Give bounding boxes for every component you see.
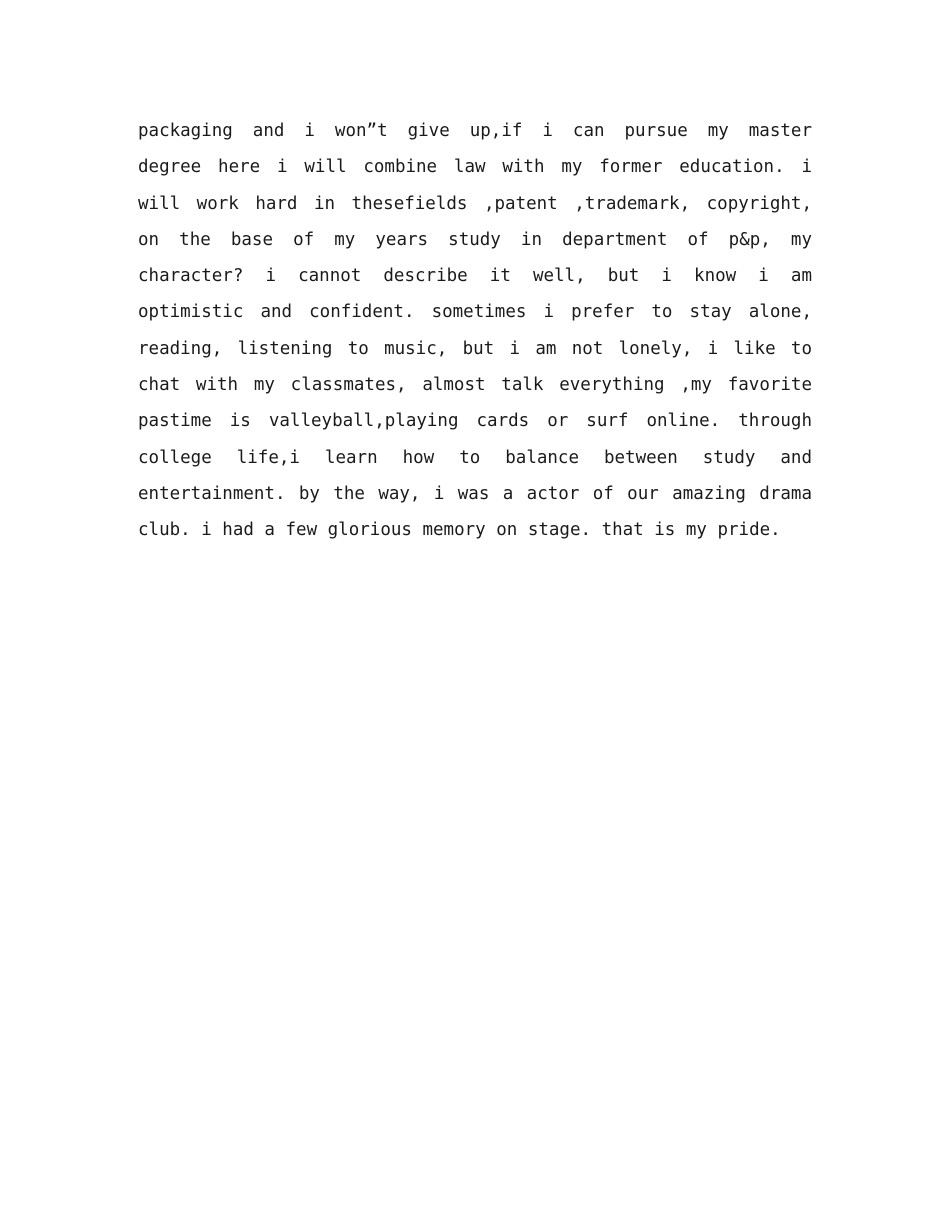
- text-line: chat with my classmates, almost talk everything ,my favorite: [138, 375, 812, 396]
- text-line: optimistic and confident. sometimes i prefer to stay alone,: [138, 302, 812, 323]
- body-paragraph: [138, 113, 812, 549]
- text-line: packaging and i won”t give up,if i can pursue my master: [138, 121, 812, 141]
- text-line: college life,i learn how to balance between study and: [138, 447, 812, 468]
- text-line: pastime is valleyball,playing cards or surf online. through: [138, 411, 812, 432]
- text-line: will work hard in thesefields ,patent ,trademark, copyright,: [138, 193, 812, 214]
- text-line: degree here i will combine law with my former education. i: [138, 157, 812, 178]
- text-line: reading, listening to music, but i am not lonely, i like to: [138, 338, 812, 359]
- text-line: character? i cannot describe it well, but i know i am: [138, 266, 812, 287]
- text-line: entertainment. by the way, i was a actor of our amazing drama: [138, 483, 812, 504]
- text-line: on the base of my years study in department of p&p, my: [138, 229, 812, 250]
- text-line: club. i had a few glorious memory on stage. that is my pride.: [138, 520, 781, 541]
